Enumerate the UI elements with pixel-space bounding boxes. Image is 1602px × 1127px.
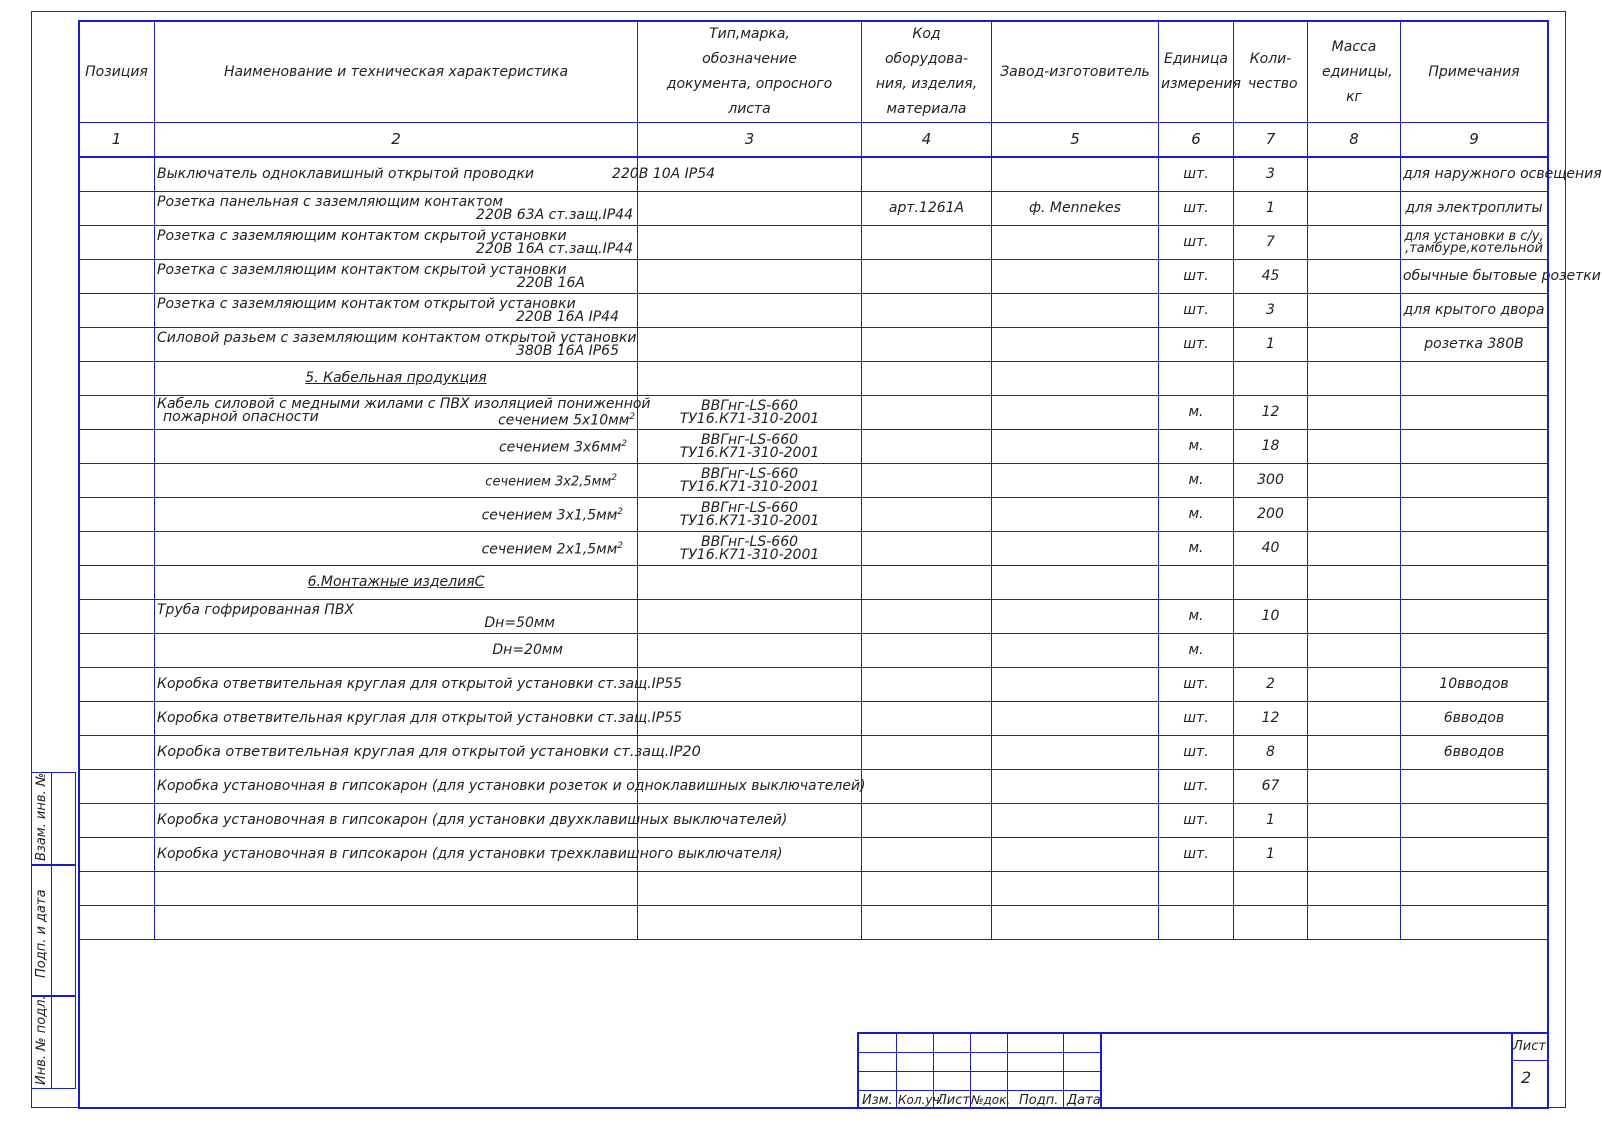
item-code: арт.1261А — [862, 192, 992, 226]
item-qty: 18 — [1234, 430, 1308, 464]
cable-spec: сечением 3х2,5мм — [485, 474, 612, 490]
item-spec: 220В 63А ст.защ.IP44 — [476, 206, 633, 223]
item-note: 10вводов — [1401, 668, 1548, 702]
item-note: для крытого двора — [1401, 294, 1548, 328]
item-unit: шт. — [1159, 192, 1234, 226]
item-name: Силовой разьем с заземляющим контактом открытой установки — [157, 329, 637, 346]
item-qty: 8 — [1234, 736, 1308, 770]
item-unit: шт. — [1159, 294, 1234, 328]
item-unit: шт. — [1159, 838, 1234, 872]
item-qty: 1 — [1234, 328, 1308, 362]
item-qty: 7 — [1234, 226, 1308, 260]
side-stamp-podp — [31, 865, 76, 996]
cable-spec: сечением 3х1,5мм — [481, 507, 618, 524]
box-name: Коробка установочная в гипсокарон (для установки розеток и одноклавишных выключателей) — [155, 770, 638, 804]
item-note: обычные бытовые розетки — [1401, 260, 1548, 294]
item-qty: 67 — [1234, 770, 1308, 804]
cable-name: Кабель силовой с медными жилами с ПВХ изоляцией пониженной — [157, 395, 651, 412]
cable-spec: сечением 5х10мм — [498, 412, 630, 429]
cable-standard: ТУ16.К71-310-2001 — [679, 478, 820, 495]
header-factory: Завод-изготовитель — [992, 21, 1159, 123]
side-label-vzam: Взам. инв. № — [34, 772, 49, 861]
item-name: Розетка панельная с заземляющим контактом — [157, 193, 503, 210]
item-name: Розетка с заземляющим контактом скрытой установки — [157, 227, 567, 244]
superscript: 2 — [617, 507, 623, 518]
item-unit: м. — [1159, 430, 1234, 464]
cable-standard: ТУ16.К71-310-2001 — [679, 410, 820, 427]
item-name: Выключатель одноклавишный открытой проводки — [157, 166, 535, 182]
header-position: Позиция — [79, 21, 155, 123]
cable-type: ВВГнг-LS-660 — [700, 397, 799, 414]
side-label-inv: Инв. № подл. — [34, 995, 49, 1085]
item-note: для электроплиты — [1401, 192, 1548, 226]
section-title-mounting: 6.Монтажные изделияС — [155, 566, 638, 600]
sheet-frame — [78, 20, 1549, 1109]
item-note: для установки в с/у, ,тамбуре,котельной — [1401, 226, 1548, 260]
cable-spec: сечением 3х6мм — [498, 439, 622, 456]
item-qty: 2 — [1234, 668, 1308, 702]
col-num: 7 — [1234, 123, 1308, 158]
item-unit: м. — [1159, 532, 1234, 566]
item-qty: 10 — [1234, 600, 1308, 634]
item-spec: 220В 16А IP44 — [515, 308, 619, 325]
item-qty: 3 — [1234, 157, 1308, 192]
item-spec: 380В 16А IP65 — [515, 342, 619, 359]
item-qty: 45 — [1234, 260, 1308, 294]
item-note: для наружного освещения — [1401, 157, 1548, 192]
item-unit: м. — [1159, 600, 1234, 634]
tb-label-data: Дата — [1067, 1093, 1101, 1108]
col-num: 3 — [638, 123, 862, 158]
pipe-spec: Dн=20мм — [155, 634, 638, 668]
item-spec: 220В 10А IP54 — [612, 166, 716, 182]
item-note: 6вводов — [1401, 736, 1548, 770]
item-note: розетка 380В — [1401, 328, 1548, 362]
pipe-spec: Dн=50мм — [484, 614, 555, 631]
superscript: 2 — [617, 541, 623, 552]
item-unit: шт. — [1159, 770, 1234, 804]
header-qty: Коли- чество — [1234, 21, 1308, 123]
cable-standard: ТУ16.К71-310-2001 — [679, 512, 820, 529]
col-num: 2 — [155, 123, 638, 158]
cable-type: ВВГнг-LS-660 — [700, 533, 799, 550]
item-spec: 220В 16А ст.защ.IP44 — [476, 240, 633, 257]
item-unit: м. — [1159, 396, 1234, 430]
side-stamp-inv — [31, 996, 76, 1089]
item-note: 6вводов — [1401, 702, 1548, 736]
cable-type: ВВГнг-LS-660 — [700, 499, 799, 516]
side-stamp-vzam — [31, 772, 76, 865]
title-block — [857, 1032, 1549, 1109]
item-qty: 1 — [1234, 192, 1308, 226]
item-factory: ф. Mennekes — [992, 192, 1159, 226]
superscript: 2 — [629, 411, 635, 422]
item-unit: м. — [1159, 498, 1234, 532]
box-name: Коробка установочная в гипсокарон (для установки трехклавишного выключателя) — [155, 838, 638, 872]
header-notes: Примечания — [1401, 21, 1548, 123]
sheet-number: 2 — [1521, 1068, 1532, 1087]
sheet-label: Лист — [1513, 1039, 1546, 1054]
item-qty: 12 — [1234, 396, 1308, 430]
tb-label-ndok: №док. — [971, 1093, 1011, 1107]
header-unit: Единица измерения — [1159, 21, 1234, 123]
box-name: Коробка ответвительная круглая для открытой установки ст.защ.IP20 — [155, 736, 638, 770]
item-qty: 12 — [1234, 702, 1308, 736]
cable-type: ВВГнг-LS-660 — [700, 431, 799, 448]
item-unit: шт. — [1159, 736, 1234, 770]
col-num: 8 — [1308, 123, 1401, 158]
header-code: Код оборудова- ния, изделия, материала — [862, 21, 992, 123]
header-name: Наименование и техническая характеристика — [155, 21, 638, 123]
box-name: Коробка установочная в гипсокарон (для установки двухклавишных выключателей) — [155, 804, 638, 838]
item-unit: шт. — [1159, 260, 1234, 294]
item-unit: шт. — [1159, 804, 1234, 838]
col-num: 5 — [992, 123, 1159, 158]
item-qty: 40 — [1234, 532, 1308, 566]
item-spec: 220В 16А — [516, 274, 585, 291]
item-unit: шт. — [1159, 328, 1234, 362]
item-qty: 200 — [1234, 498, 1308, 532]
cable-spec: сечением 2х1,5мм — [481, 541, 618, 558]
item-unit: шт. — [1159, 226, 1234, 260]
item-unit: м. — [1159, 634, 1234, 668]
superscript: 2 — [621, 439, 627, 450]
col-num: 1 — [79, 123, 155, 158]
item-name: Розетка с заземляющим контактом скрытой установки — [157, 261, 567, 278]
col-num: 4 — [862, 123, 992, 158]
item-qty: 1 — [1234, 804, 1308, 838]
header-mass: Масса единицы, кг — [1308, 21, 1401, 123]
section-title-cables: 5. Кабельная продукция — [155, 362, 638, 396]
box-name: Коробка ответвительная круглая для открытой установки ст.защ.IP55 — [155, 702, 638, 736]
cable-standard: ТУ16.К71-310-2001 — [679, 444, 820, 461]
item-qty: 1 — [1234, 838, 1308, 872]
item-unit: шт. — [1159, 157, 1234, 192]
tb-label-izm: Изм. — [862, 1093, 893, 1108]
cable-type: ВВГнг-LS-660 — [700, 465, 799, 482]
col-num: 9 — [1401, 123, 1548, 158]
cable-name-2: пожарной опасности — [163, 408, 319, 425]
item-unit: шт. — [1159, 702, 1234, 736]
item-qty: 3 — [1234, 294, 1308, 328]
cable-standard: ТУ16.К71-310-2001 — [679, 546, 820, 563]
side-label-podp: Подп. и дата — [34, 889, 49, 978]
superscript: 2 — [611, 473, 617, 484]
tb-label-list: Лист — [937, 1093, 970, 1108]
item-qty: 300 — [1234, 464, 1308, 498]
col-num: 6 — [1159, 123, 1234, 158]
header-type: Тип,марка, обозначение документа, опросного листа — [638, 21, 862, 123]
tb-label-kolich: Кол.уч. — [898, 1093, 944, 1107]
item-name: Розетка с заземляющим контактом открытой установки — [157, 295, 576, 312]
item-unit: м. — [1159, 464, 1234, 498]
item-unit: шт. — [1159, 668, 1234, 702]
pipe-name: Труба гофрированная ПВХ — [157, 601, 355, 618]
tb-label-podp: Подп. — [1019, 1093, 1059, 1108]
box-name: Коробка ответвительная круглая для открытой установки ст.защ.IP55 — [155, 668, 638, 702]
